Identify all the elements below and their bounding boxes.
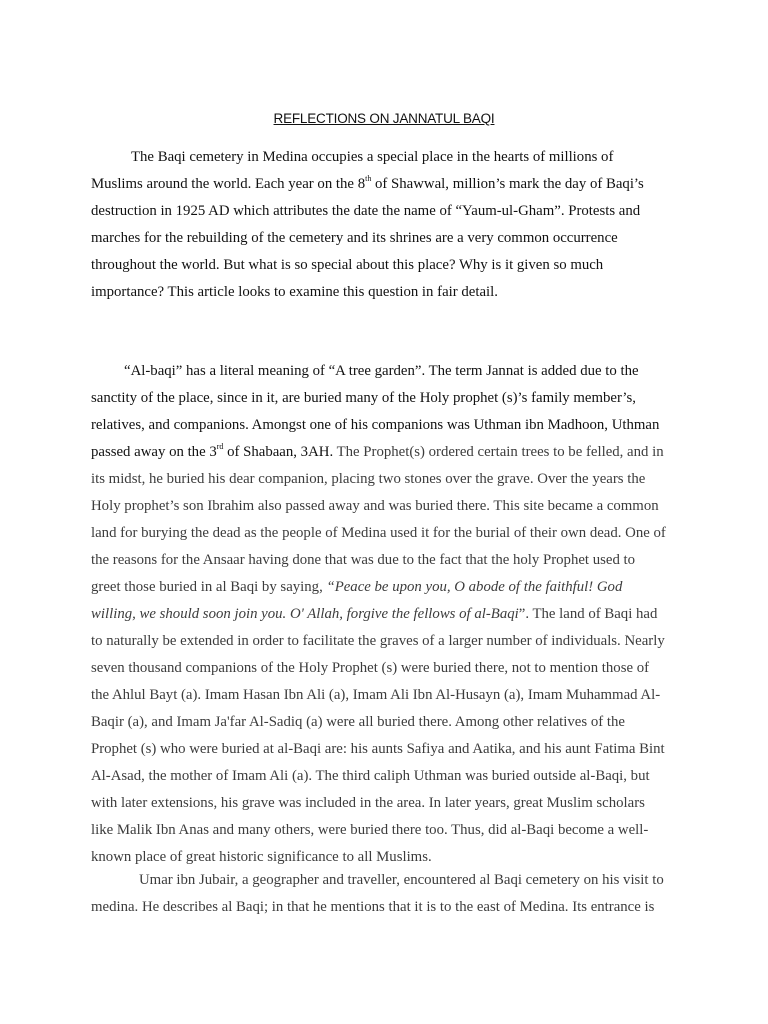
text-line: sanctity of the place, since in it, are buried many of the Holy prophet (s)’s family member’s, [91,390,636,406]
text-line: the Ahlul Bayt (a). Imam Hasan Ibn Ali (a), Imam Ali Ibn Al-Husayn (a), Imam Muhammad Al- [91,687,661,703]
text-line: seven thousand companions of the Holy Prophet (s) were buried there, not to mention those of [91,660,650,676]
paragraph-al-baqi [91,358,681,871]
text-line: greet those buried in al Baqi by saying, “Peace be upon you, O abode of the faithful! God [91,579,623,595]
document-title: REFLECTIONS ON JANNATUL BAQI [273,111,495,126]
text-line: Al-Asad, the mother of Imam Ali (a). The third caliph Uthman was buried outside al-Baqi, but [91,768,650,784]
text-line: with later extensions, his grave was included in the area. In later years, great Muslim scholars [91,795,645,811]
text-line: Umar ibn Jubair, a geographer and traveller, encountered al Baqi cemetery on his visit to [139,872,664,888]
text-line: The Baqi cemetery in Medina occupies a special place in the hearts of millions of [131,149,614,165]
text-line: the reasons for the Ansaar having done that was due to the fact that the holy Prophet used to [91,552,636,568]
text-line: Baqir (a), and Imam Ja'far Al-Sadiq (a) were all buried there. Among other relatives of the [91,714,625,730]
quote-text: “Peace be upon you, O abode of the faithful! God [326,579,623,595]
text-line: destruction in 1925 AD which attributes the date the name of “Yaum-ul-Gham”. Protests and [91,203,641,219]
text-line: known place of great historic significance to all Muslims. [91,849,432,865]
text-line: relatives, and companions. Amongst one of his companions was Uthman ibn Madhoon, Uthman [91,417,660,433]
text-line: medina. He describes al Baqi; in that he mentions that it is to the east of Medina. Its entrance is [91,899,655,915]
text-line: importance? This article looks to examine this question in fair detail. [91,284,498,300]
text-line: Holy prophet’s son Ibrahim also passed away and was buried there. This site became a common [91,498,659,514]
text-line: like Malik Ibn Anas and many others, were buried there too. Thus, did al-Baqi become a well- [91,822,649,838]
text-line: “Al-baqi” has a literal meaning of “A tree garden”. The term Jannat is added due to the [124,363,639,379]
text-line: passed away on the 3rd of Shabaan, 3AH. The Prophet(s) ordered certain trees to be felled, and in [91,442,664,460]
text-line: to naturally be extended in order to facilitate the graves of a larger number of individuals. Nearly [91,633,665,649]
text-line: land for burying the dead as the people of Medina used it for the burial of their own dead. One of [91,525,666,541]
text-line: Prophet (s) who were buried at al-Baqi are: his aunts Safiya and Aatika, and his aunt Fatima Bint [91,741,665,757]
paragraph-umar-ibn-jubair [91,867,681,921]
text-line: throughout the world. But what is so special about this place? Why is it given so much [91,257,604,273]
text-line: marches for the rebuilding of the cemetery and its shrines are a very common occurrence [91,230,618,246]
text-line: Muslims around the world. Each year on the 8th of Shawwal, million’s mark the day of Baqi’s [91,174,644,192]
paragraph-intro [91,144,681,306]
quote-text: willing, we should soon join you. O' Allah, forgive the fellows of al-Baqi [91,606,519,622]
text-line: its midst, he buried his dear companion, placing two stones over the grave. Over the years the [91,471,646,487]
text-line: willing, we should soon join you. O' Allah, forgive the fellows of al-Baqi”. The land of Baqi had [91,606,658,622]
